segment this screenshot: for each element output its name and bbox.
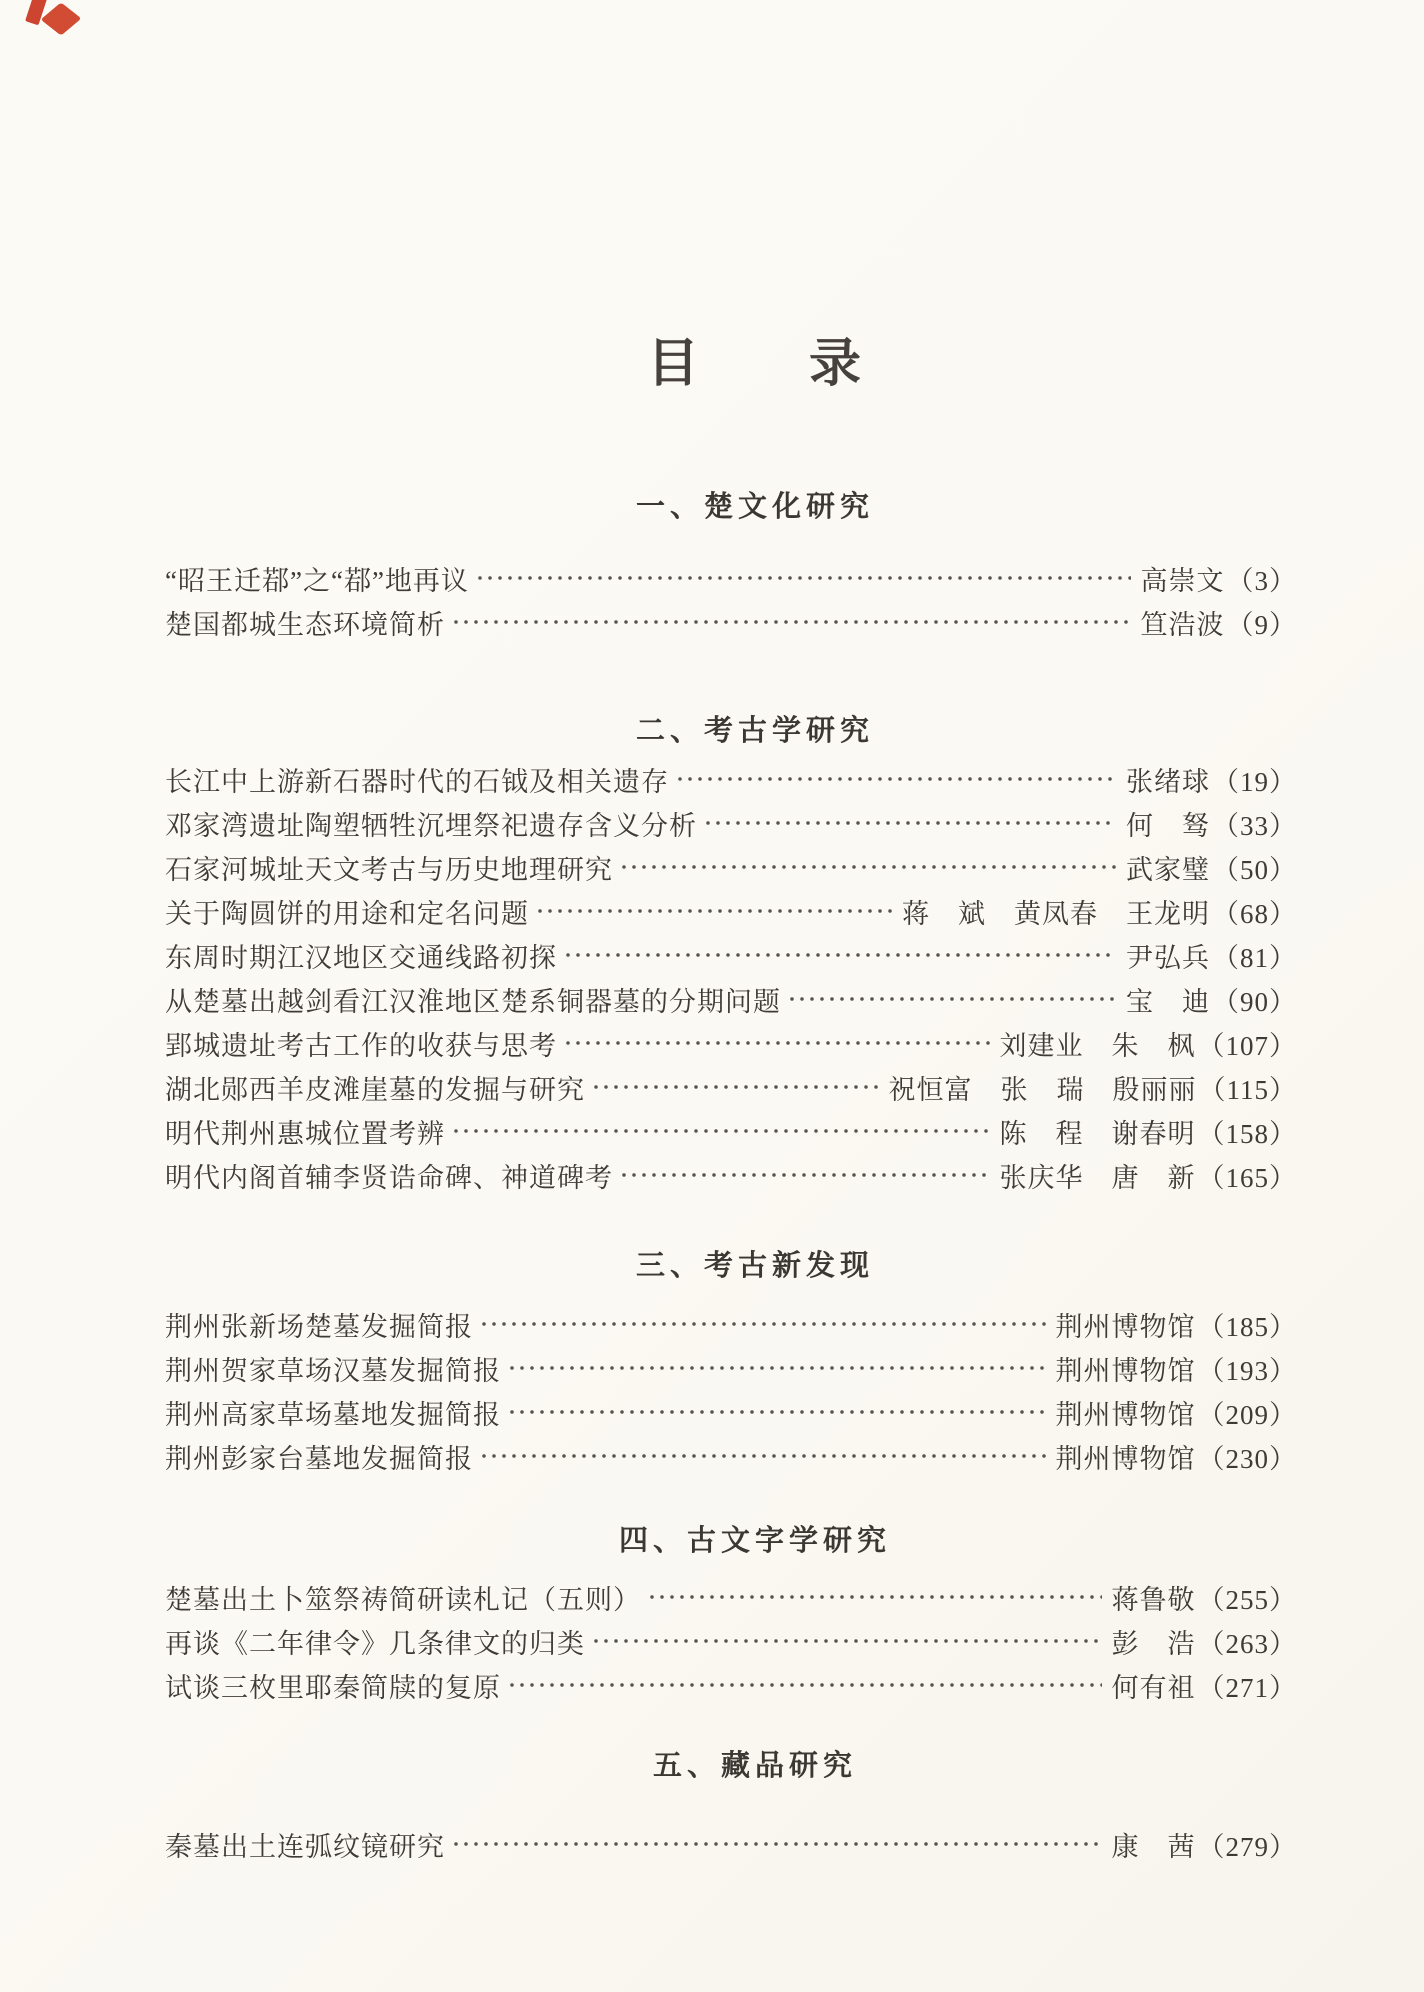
toc-entry bbox=[165, 1302, 1297, 1346]
red-pen-mark-icon bbox=[41, 2, 82, 35]
entry-title: 明代荆州惠城位置考辨 bbox=[165, 1118, 445, 1149]
entry-page-number: （193） bbox=[1197, 1355, 1297, 1386]
entry-page-number: （33） bbox=[1212, 810, 1297, 841]
leader-dots bbox=[703, 801, 1116, 845]
entry-page-number: （185） bbox=[1197, 1311, 1297, 1342]
toc-entry bbox=[165, 1434, 1297, 1478]
entry-page-number: （68） bbox=[1212, 898, 1297, 929]
toc-entry bbox=[165, 977, 1297, 1021]
entry-authors: 荆州博物馆 bbox=[1055, 1443, 1196, 1474]
toc-entry bbox=[165, 845, 1297, 889]
section-archaeology-research bbox=[165, 714, 1297, 1197]
leader-dots bbox=[507, 1346, 1046, 1390]
entry-authors: 笪浩波 bbox=[1140, 609, 1225, 640]
toc-entry bbox=[165, 889, 1297, 933]
entry-authors: 陈 程 谢春明 bbox=[999, 1118, 1196, 1149]
page-title: 目 录 bbox=[646, 336, 863, 393]
entry-authors: 宝 迪 bbox=[1126, 986, 1210, 1017]
entry-page-number: （271） bbox=[1197, 1672, 1297, 1703]
entry-title: 郢城遗址考古工作的收获与思考 bbox=[165, 1030, 557, 1061]
entry-title: 长江中上游新石器时代的石钺及相关遗存 bbox=[165, 766, 669, 797]
entry-title: 楚墓出土卜筮祭祷简研读札记（五则） bbox=[165, 1584, 641, 1615]
entry-authors: 武家璧 bbox=[1126, 854, 1210, 885]
entry-page-number: （209） bbox=[1197, 1399, 1297, 1430]
entry-page-number: （9） bbox=[1226, 609, 1297, 640]
toc-entry bbox=[165, 1619, 1297, 1663]
entry-page-number: （19） bbox=[1212, 766, 1297, 797]
entry-authors: 张庆华 唐 新 bbox=[999, 1162, 1196, 1193]
leader-dots bbox=[475, 556, 1131, 600]
entry-page-number: （50） bbox=[1212, 854, 1297, 885]
entry-page-number: （115） bbox=[1198, 1074, 1297, 1105]
entry-title: 荆州高家草场墓地发掘简报 bbox=[165, 1399, 501, 1430]
leader-dots bbox=[563, 933, 1116, 977]
leader-dots bbox=[675, 757, 1116, 801]
entry-page-number: （90） bbox=[1212, 986, 1297, 1017]
leader-dots bbox=[507, 1663, 1102, 1707]
leader-dots bbox=[451, 1822, 1102, 1866]
entry-page-number: （81） bbox=[1212, 942, 1297, 973]
leader-dots bbox=[619, 845, 1116, 889]
entry-title: 湖北郧西羊皮滩崖墓的发掘与研究 bbox=[165, 1074, 585, 1105]
entry-authors: 荆州博物馆 bbox=[1055, 1399, 1196, 1430]
entry-page-number: （158） bbox=[1197, 1118, 1297, 1149]
toc-entry bbox=[165, 1822, 1297, 1866]
section-heading: 四、古文字学研究 bbox=[618, 1525, 891, 1557]
toc-entry bbox=[165, 1575, 1297, 1619]
leader-dots bbox=[591, 1065, 879, 1109]
entry-authors: 何 驽 bbox=[1126, 810, 1210, 841]
toc-entry bbox=[165, 1109, 1297, 1153]
toc-entry bbox=[165, 933, 1297, 977]
toc-entry bbox=[165, 801, 1297, 845]
entry-title: 试谈三枚里耶秦简牍的复原 bbox=[165, 1672, 501, 1703]
leader-dots bbox=[451, 600, 1131, 644]
entry-title: 石家河城址天文考古与历史地理研究 bbox=[165, 854, 613, 885]
toc-entry bbox=[165, 1153, 1297, 1197]
section-entries bbox=[165, 1575, 1297, 1707]
toc-entry bbox=[165, 1021, 1297, 1065]
section-new-discoveries bbox=[165, 1249, 1297, 1478]
entry-title: 荆州彭家台墓地发掘简报 bbox=[165, 1443, 473, 1474]
section-entries bbox=[165, 757, 1297, 1197]
leader-dots bbox=[563, 1021, 990, 1065]
toc-content bbox=[165, 0, 1297, 1866]
entry-page-number: （255） bbox=[1197, 1584, 1297, 1615]
entry-authors: 刘建业 朱 枫 bbox=[999, 1030, 1196, 1061]
entry-authors: 何有祖 bbox=[1111, 1672, 1196, 1703]
toc-entry bbox=[165, 600, 1297, 644]
toc-entry bbox=[165, 1065, 1297, 1109]
entry-authors: 彭 浩 bbox=[1111, 1628, 1196, 1659]
toc-entry bbox=[165, 556, 1297, 600]
entry-title: “昭王迁鄀”之“鄀”地再议 bbox=[165, 565, 469, 596]
entry-title: 荆州张新场楚墓发掘简报 bbox=[165, 1311, 473, 1342]
entry-authors: 康 茜 bbox=[1111, 1831, 1196, 1862]
section-heading: 一、楚文化研究 bbox=[635, 491, 874, 523]
entry-title: 荆州贺家草场汉墓发掘简报 bbox=[165, 1355, 501, 1386]
leader-dots bbox=[479, 1302, 1046, 1346]
leader-dots bbox=[787, 977, 1116, 1021]
entry-title: 楚国都城生态环境简析 bbox=[165, 609, 445, 640]
entry-page-number: （279） bbox=[1197, 1831, 1297, 1862]
section-entries bbox=[165, 1822, 1297, 1866]
entry-page-number: （107） bbox=[1197, 1030, 1297, 1061]
entry-authors: 蒋 斌 黄凤春 王龙明 bbox=[902, 898, 1210, 929]
entry-authors: 蒋鲁敬 bbox=[1111, 1584, 1196, 1615]
entry-title: 秦墓出土连弧纹镜研究 bbox=[165, 1831, 445, 1862]
entry-page-number: （165） bbox=[1197, 1162, 1297, 1193]
leader-dots bbox=[647, 1575, 1102, 1619]
toc-entry bbox=[165, 1346, 1297, 1390]
leader-dots bbox=[479, 1434, 1046, 1478]
entry-title: 再谈《二年律令》几条律文的归类 bbox=[165, 1628, 585, 1659]
section-heading: 五、藏品研究 bbox=[652, 1750, 857, 1782]
toc-entry bbox=[165, 1390, 1297, 1434]
entry-authors: 高崇文 bbox=[1140, 565, 1225, 596]
section-entries bbox=[165, 1302, 1297, 1478]
section-paleography bbox=[165, 1524, 1297, 1707]
section-chu-culture bbox=[165, 490, 1297, 644]
entry-title: 从楚墓出越剑看江汉淮地区楚系铜器墓的分期问题 bbox=[165, 986, 781, 1017]
section-entries bbox=[165, 556, 1297, 644]
entry-title: 邓家湾遗址陶塑牺牲沉埋祭祀遗存含义分析 bbox=[165, 810, 697, 841]
entry-authors: 张绪球 bbox=[1126, 766, 1210, 797]
entry-page-number: （3） bbox=[1226, 565, 1297, 596]
entry-title: 关于陶圆饼的用途和定名问题 bbox=[165, 898, 529, 929]
leader-dots bbox=[507, 1390, 1046, 1434]
leader-dots bbox=[451, 1109, 990, 1153]
entry-title: 东周时期江汉地区交通线路初探 bbox=[165, 942, 557, 973]
toc-entry bbox=[165, 1663, 1297, 1707]
entry-page-number: （230） bbox=[1197, 1443, 1297, 1474]
entry-authors: 祝恒富 张 瑞 殷丽丽 bbox=[888, 1074, 1197, 1105]
entry-authors: 荆州博物馆 bbox=[1055, 1311, 1196, 1342]
toc-entry bbox=[165, 757, 1297, 801]
section-heading: 二、考古学研究 bbox=[635, 715, 874, 747]
leader-dots bbox=[619, 1153, 990, 1197]
entry-title: 明代内阁首辅李贤诰命碑、神道碑考 bbox=[165, 1162, 613, 1193]
leader-dots bbox=[591, 1619, 1102, 1663]
section-collection-research bbox=[165, 1749, 1297, 1866]
entry-authors: 荆州博物馆 bbox=[1055, 1355, 1196, 1386]
entry-page-number: （263） bbox=[1197, 1628, 1297, 1659]
section-heading: 三、考古新发现 bbox=[635, 1250, 874, 1282]
entry-authors: 尹弘兵 bbox=[1126, 942, 1210, 973]
leader-dots bbox=[535, 889, 892, 933]
